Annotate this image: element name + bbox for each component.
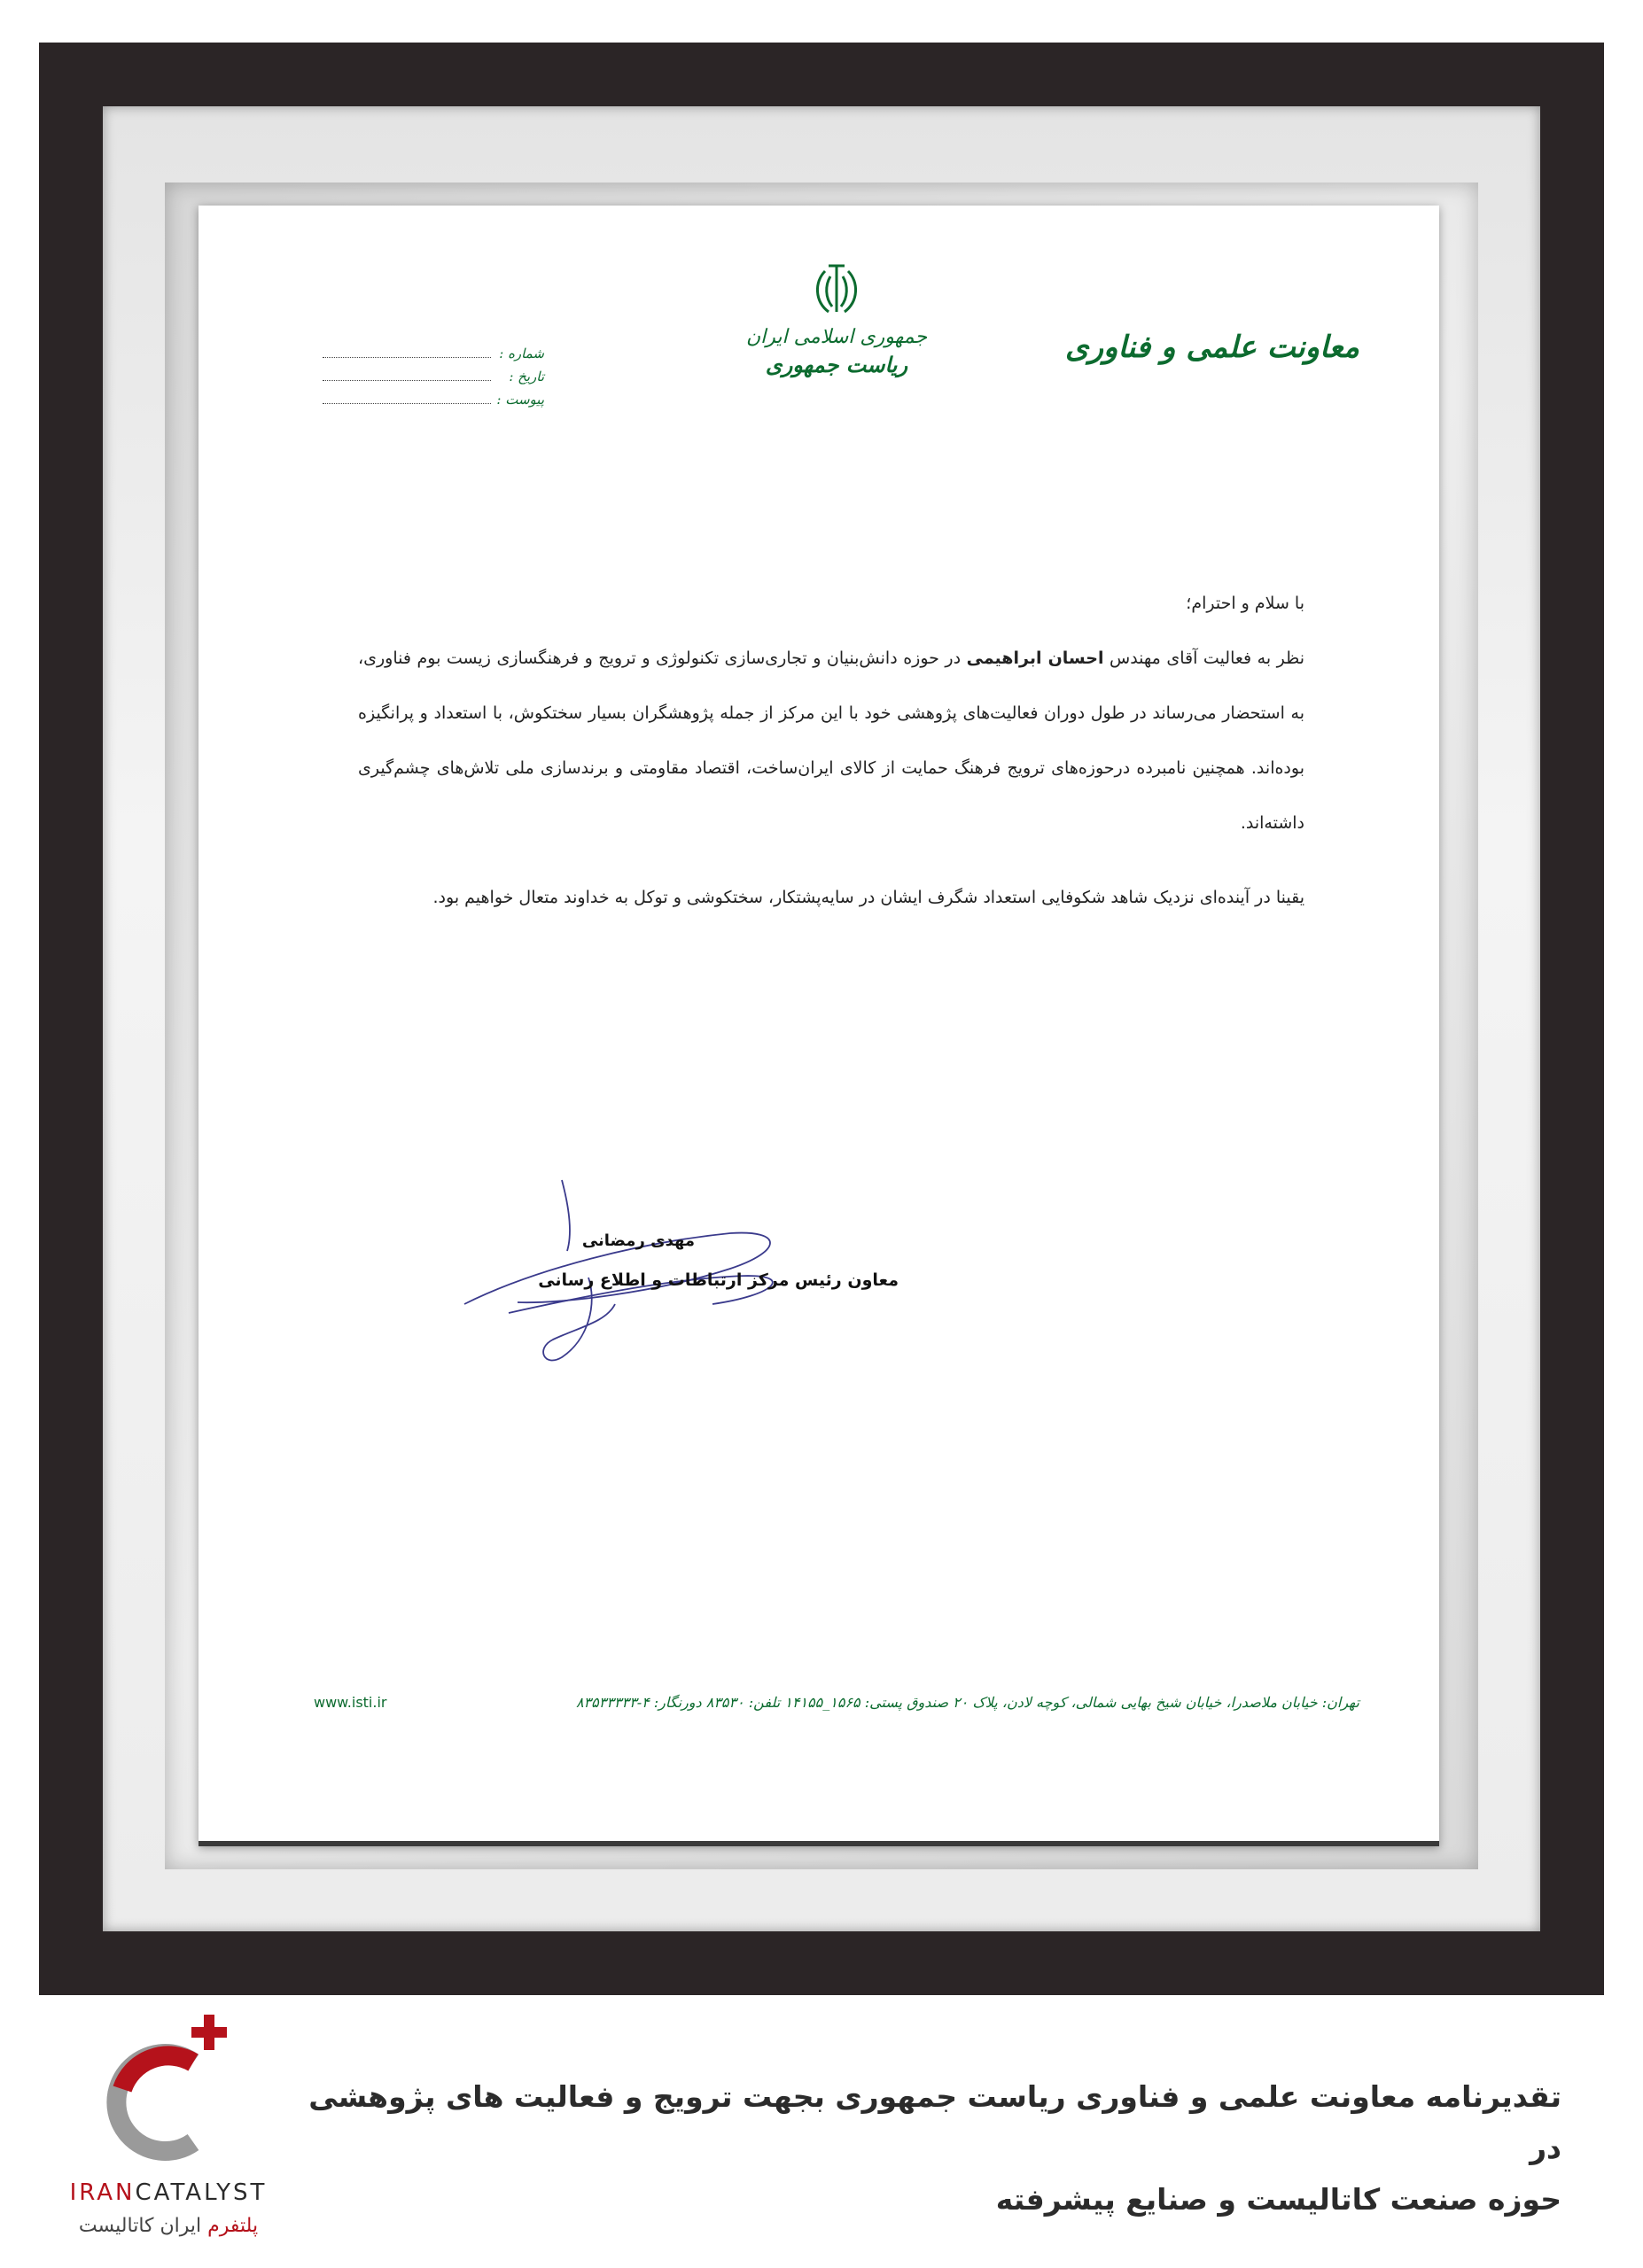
number-row [323, 338, 544, 361]
footer-address: تهران: خیابان ملاصدرا، خیابان شیخ بهایی شمالی، کوچه لادن، پلاک ۲۰ صندوق پستی: ۱۵۶۵_۱۴۱۵۵ تلفن: ۸۳۵۳۰ دورنگار: ۴-۸۳۵۳۳۳۳۳ [575, 1694, 1359, 1711]
salutation: با سلام و احترام؛ [1186, 594, 1304, 613]
department-title: معاونت علمی و فناوری [1064, 330, 1359, 365]
paragraph-1-rest: در حوزه دانش‌بنیان و تجاری‌سازی تکنولوژی و ترویج و فرهنگسازی زیست بوم فناوری، به استحضار می‌رساند در طول دوران فعالیت‌های پژوهشی خود با این مرکز از جمله پژوهشگران بسیار سختکوش، با استعداد و پرانگیزه بوده‌اند. همچنین نامبرده درحوزه‌های ترویج فرهنگ حمایت از کالای ایران‌ساخت، اقتصاد مقاومتی و برندسازی ملی تلاش‌های چشم‌گیری داشته‌اند. [358, 649, 1304, 833]
date-row [323, 361, 544, 384]
caption [303, 2071, 1561, 2225]
number-dots [323, 357, 491, 358]
caption-line-1: تقدیرنامه معاونت علمی و فناوری ریاست جمهوری بجهت ترویج و فعالیت های پژوهشی در [308, 2079, 1561, 2165]
paragraph-1 [358, 631, 1304, 850]
brand-en-iran: IRAN [69, 2179, 136, 2206]
brand-en-catalyst: CATALYST [135, 2179, 268, 2206]
letter-footer [314, 1694, 1359, 1711]
letter-paper [199, 206, 1439, 1846]
attachment-label: پیوست : [496, 392, 544, 408]
signer-name: مهدی رمضانی [581, 1231, 695, 1250]
iran-emblem-icon [806, 259, 868, 321]
caption-line-2: حوزه صنعت کاتالیست و صنایع پیشرفته [995, 2182, 1561, 2217]
signature-block [411, 1171, 907, 1375]
iran-catalyst-brand [62, 2009, 292, 2249]
attachment-dots [323, 403, 491, 404]
date-label: تاریخ : [509, 369, 544, 384]
paragraph-2: یقینا در آینده‌ای نزدیک شاهد شکوفایی استعداد شگرف ایشان در سایه‌پشتکار، سختکوشی و توکل به خداوند متعال خواهیم بود. [432, 888, 1304, 907]
frame-inner-mat [165, 183, 1478, 1869]
republic-label: جمهوری اسلامی ایران [745, 326, 928, 348]
attachment-row [323, 384, 544, 408]
iran-catalyst-logo-icon [105, 2009, 237, 2169]
paragraph-1-start: نظر به فعالیت آقای مهندس [1103, 649, 1305, 668]
brand-fa-name: ایران کاتالیست [78, 2215, 202, 2237]
brand-english [62, 2179, 275, 2206]
date-dots [323, 380, 491, 381]
footer-website: www.isti.ir [314, 1694, 387, 1711]
recipient-name: احسان ابراهیمی [966, 649, 1104, 668]
frame-mat [103, 106, 1540, 1931]
letterhead-center [695, 259, 978, 377]
letter-meta [323, 338, 544, 408]
picture-frame [39, 43, 1604, 1995]
signer-title: معاون رئیس مرکز ارتباطات و اطلاع رسانی [538, 1270, 899, 1290]
brand-fa-platform: پلتفرم [207, 2215, 259, 2237]
brand-persian [62, 2215, 275, 2237]
number-label: شماره : [499, 346, 544, 361]
letter-body [358, 576, 1304, 925]
presidency-label: ریاست جمهوری [765, 352, 908, 377]
